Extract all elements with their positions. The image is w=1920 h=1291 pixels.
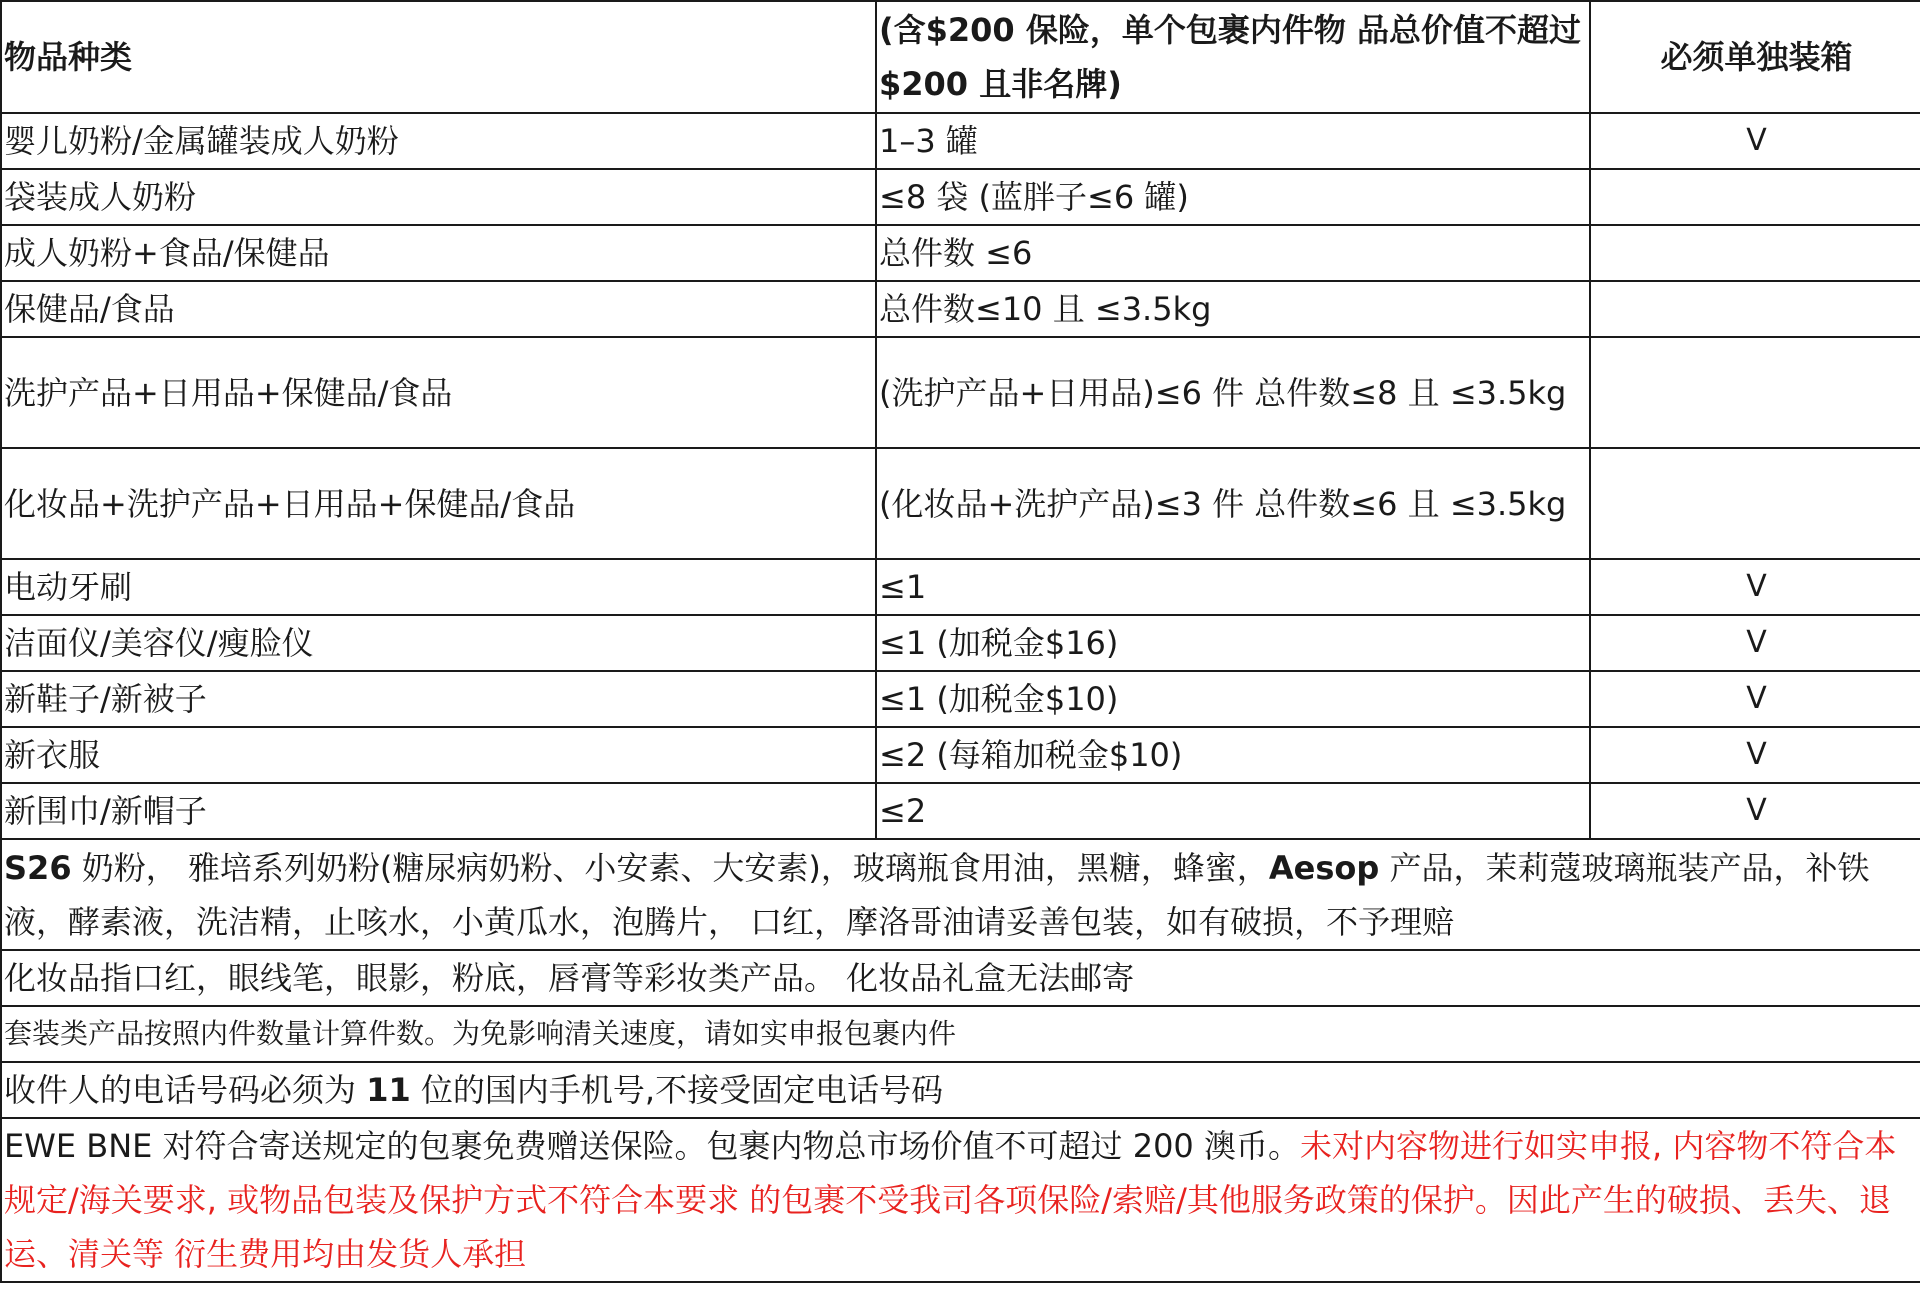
row-separate-mark: V: [1590, 559, 1920, 615]
row-separate-mark: V: [1590, 615, 1920, 671]
note-phone-post: 位的国内手机号,不接受固定电话号码: [410, 1071, 944, 1109]
note-cosmetics: 化妆品指口红，眼线笔，眼影，粉底，唇膏等彩妆类产品。 化妆品礼盒无法邮寄: [1, 950, 1920, 1006]
row-separate-mark: [1590, 225, 1920, 281]
row-limit: ≤1 (加税金$16): [876, 615, 1590, 671]
row-separate-mark: V: [1590, 783, 1920, 839]
row-limit: ≤1 (加税金$10): [876, 671, 1590, 727]
note-fragile-text-2: 产品，茉莉蔻玻璃瓶装产品，补铁液，酵素液，洗洁精，止咳水，小黄瓜水，泡腾片， 口红，摩洛哥油请妥善包装，如有破损，不予理赔: [4, 848, 1870, 941]
row-category: 袋装成人奶粉: [1, 169, 876, 225]
header-separate-box: 必须单独装箱: [1590, 1, 1920, 113]
note-fragile-text-1: 奶粉， 雅培系列奶粉(糖尿病奶粉、小安素、大安素)，玻璃瓶食用油，黑糖，蜂蜜，: [71, 848, 1269, 887]
row-limit: (洗护产品+日用品)≤6 件 总件数≤8 且 ≤3.5kg: [876, 337, 1590, 448]
row-category: 洗护产品+日用品+保健品/食品: [1, 337, 876, 448]
note-aesop: Aesop: [1268, 848, 1380, 887]
row-limit: 1–3 罐: [876, 113, 1590, 169]
row-limit: ≤8 袋 (蓝胖子≤6 罐): [876, 169, 1590, 225]
note-phone-pre: 收件人的电话号码必须为: [4, 1071, 367, 1109]
note-phone: [1, 1062, 1920, 1118]
row-limit: 总件数≤10 且 ≤3.5kg: [876, 281, 1590, 337]
table-row: [1, 337, 1920, 448]
table-row: [1, 448, 1920, 559]
row-limit: ≤2 (每箱加税金$10): [876, 727, 1590, 783]
row-category: 化妆品+洗护产品+日用品+保健品/食品: [1, 448, 876, 559]
note-insurance: [1, 1118, 1920, 1282]
note-insurance-row: [1, 1118, 1920, 1282]
table-header-row: [1, 1, 1920, 113]
row-separate-mark: V: [1590, 113, 1920, 169]
table-row: [1, 281, 1920, 337]
table-row: [1, 783, 1920, 839]
row-category: 保健品/食品: [1, 281, 876, 337]
table-row: [1, 727, 1920, 783]
row-separate-mark: [1590, 337, 1920, 448]
row-separate-mark: [1590, 448, 1920, 559]
note-sets: 套装类产品按照内件数量计算件数。为免影响清关速度，请如实申报包裹内件: [1, 1006, 1920, 1062]
row-separate-mark: V: [1590, 727, 1920, 783]
note-sets-row: [1, 1006, 1920, 1062]
row-category: 新围巾/新帽子: [1, 783, 876, 839]
row-category: 洁面仪/美容仪/瘦脸仪: [1, 615, 876, 671]
row-category: 婴儿奶粉/金属罐装成人奶粉: [1, 113, 876, 169]
row-limit: ≤1: [876, 559, 1590, 615]
row-separate-mark: V: [1590, 671, 1920, 727]
row-category: 电动牙刷: [1, 559, 876, 615]
row-separate-mark: [1590, 169, 1920, 225]
table-row: [1, 559, 1920, 615]
table-row: [1, 113, 1920, 169]
note-insurance-warning: 未对内容物进行如实申报, 内容物不符合本规定/海关要求, 或物品包装及保护方式不符合本要求 的包裹不受我司各项保险/索赔/其他服务政策的保护。因此产生的破损、丢失、退运、清关等 衍生费用均由发货人承担: [4, 1127, 1897, 1273]
note-phone-row: [1, 1062, 1920, 1118]
note-fragile-items-row: [1, 839, 1920, 950]
note-fragile-items: [1, 839, 1920, 950]
row-limit: 总件数 ≤6: [876, 225, 1590, 281]
note-insurance-info: EWE BNE 对符合寄送规定的包裹免费赠送保险。包裹内物总市场价值不可超过 200 澳币。: [4, 1127, 1300, 1165]
table-row: [1, 169, 1920, 225]
row-category: 成人奶粉+食品/保健品: [1, 225, 876, 281]
note-s26: S26: [4, 848, 72, 887]
row-separate-mark: [1590, 281, 1920, 337]
row-limit: (化妆品+洗护产品)≤3 件 总件数≤6 且 ≤3.5kg: [876, 448, 1590, 559]
row-category: 新衣服: [1, 727, 876, 783]
row-category: 新鞋子/新被子: [1, 671, 876, 727]
note-cosmetics-row: [1, 950, 1920, 1006]
note-phone-number: 11: [366, 1071, 411, 1109]
header-limit: (含$200 保险，单个包裹内件物 品总价值不超过$200 且非名牌): [876, 1, 1590, 113]
row-limit: ≤2: [876, 783, 1590, 839]
table-row: [1, 615, 1920, 671]
table-row: [1, 671, 1920, 727]
table-row: [1, 225, 1920, 281]
header-item-category: 物品种类: [1, 1, 876, 113]
